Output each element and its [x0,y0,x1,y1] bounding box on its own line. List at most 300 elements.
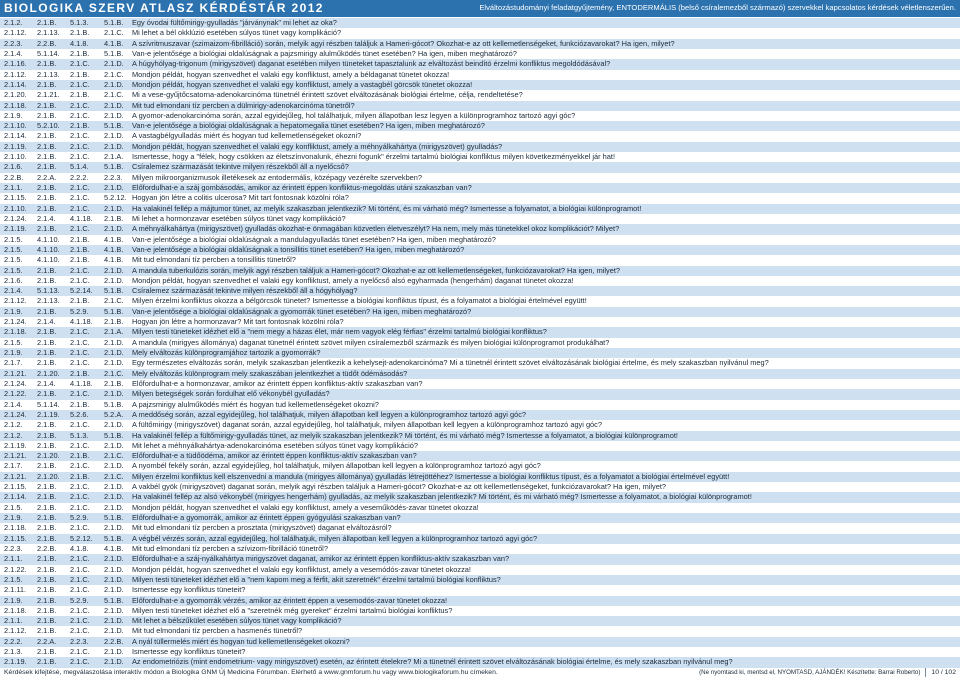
code-3: 2.1.C. [70,440,90,450]
code-3: 2.1.C. [70,574,90,584]
footer-text: Kérdések kifejtése, megválaszolása interaktív módon a Biologika GNM Új Medicina Fórumban. Elérhető a www.gnmforum.hu vagy www.biologikaforum.hu címeken. [4,669,498,676]
question-text: Ismertesse egy konfliktus tüneteit? [132,647,246,657]
code-1: 2.1.1. [4,616,23,626]
code-1: 2.1.14. [4,492,27,502]
code-1: 2.1.1. [4,183,23,192]
code-2: 2.1.B. [37,306,57,316]
question-text: Mit tud elmondani tíz percben a tonsillitis tünetről? [132,255,296,265]
code-1: 2.1.10. [4,121,27,131]
table-row [0,224,960,234]
code-2: 2.1.B. [37,430,57,440]
question-text: Milyen testi tüneteket idézhet elő a "szeretnék még gyereket" érzelmi tartalmú biológiai konfliktus? [132,605,453,615]
question-text: Mit lehet a méhnyálkahártya-adenokarcinóma esetében súlyos tünet vagy komplikáció? [132,440,418,450]
code-1: 2.1.22. [4,389,27,399]
code-3: 2.1.C. [70,461,90,471]
code-1: 2.1.5. [4,255,23,265]
code-3: 2.1.B. [70,234,90,244]
code-4: 2.1.D. [104,348,124,357]
code-2: 2.1.13. [37,296,60,306]
code-4: 2.1.D. [104,224,124,234]
code-4: 2.1.D. [104,554,124,564]
code-4: 2.1.D. [104,605,124,615]
code-2: 2.1.B. [37,533,57,543]
code-4: 2.2.B. [104,636,124,646]
table-row [0,142,960,152]
code-3: 2.1.C. [70,193,90,203]
code-2: 2.1.B. [37,110,57,120]
code-4: 4.1.B. [104,38,124,48]
question-text: Van-e jelentősége a biológiai oldalúságnak a mandulagyulladás tünet esetében? Ha igen, miben meghatározó? [132,234,496,244]
code-3: 2.1.C. [70,554,90,564]
code-2: 2.1.B. [37,420,57,430]
table-row [0,296,960,306]
code-3: 2.1.B. [70,90,90,100]
code-1: 2.1.15. [4,482,27,492]
code-1: 2.1.18. [4,327,27,337]
code-4: 4.1.B. [104,255,124,265]
footer-divider [925,668,926,677]
code-3: 2.1.B. [70,296,90,306]
code-4: 2.2.3. [104,172,123,182]
question-text: Mondjon példát, hogyan szenvedhet el valaki egy konfliktust, amely a vesemódós-zavar tünetet okozza! [132,564,471,574]
code-1: 2.1.15. [4,533,27,543]
question-text: A fültőmirigy (mirigyszövet) daganat során, azzal egyidejűleg, hol találhatjuk, milyen állapotban kell legyen a különprogramhoz tartozó agyi góc? [132,420,602,430]
table-row [0,193,960,203]
code-2: 2.1.B. [37,461,57,471]
table-row [0,461,960,471]
question-text: Mit tud elmondani tíz percben a hasmenés tünetről? [132,626,303,636]
code-4: 2.1.D. [104,275,124,285]
table-row [0,575,960,585]
code-2: 2.1.B. [37,224,57,234]
code-1: 2.1.21. [4,471,27,481]
question-text: Milyen érzelmi konfliktus okozza a bélgörcsök tünetet? Ismertesse a biológiai konfliktus típust, és a folyamatot a biológiai értelmével együtt! [132,296,587,306]
code-4: 2.1.D. [104,523,124,533]
code-4: 5.1.B. [104,399,124,409]
code-3: 2.1.B. [70,368,90,378]
question-text: Van-e jelentősége a biológiai oldalúságnak a hepatomegalia tünet esetében? Ha igen, miben meghatározó? [132,121,485,131]
question-text: A vastagbélgyulladás miért és hogyan tud kellemetlenségeket okozni? [132,131,362,141]
code-4: 5.1.B. [104,595,124,605]
code-4: 5.1.B. [104,121,124,131]
code-1: 2.2.3. [4,38,23,48]
header-subtitle: Elváltozástudományi feladatgyűjtemény, ENTODERMÁLIS (belső csíralemezből származó) szervekkel kapcsolatos kérdések véletlenszerűen. [479,3,956,12]
code-2: 2.1.19. [37,409,60,419]
code-3: 2.1.B. [70,255,90,265]
code-1: 2.1.15. [4,193,27,203]
code-2: 2.1.B. [37,348,57,357]
code-3: 2.1.C. [70,523,90,533]
code-4: 4.1.B. [104,543,124,553]
code-3: 2.2.2. [70,172,89,182]
code-4: 2.1.D. [104,110,124,120]
question-text: Mit tud elmondani tíz percben a prosztata (mirigyszövet) daganat elváltozásról? [132,523,392,533]
code-1: 2.1.3. [4,647,23,657]
question-text: Előfordulhat-e a tüdőödéma, amikor az érintett éppen konfliktus-aktív szakaszban van? [132,451,417,461]
table-row [0,152,960,162]
code-2: 2.1.B. [37,440,57,450]
code-4: 2.1.D. [104,131,124,141]
code-4: 4.1.B. [104,244,124,254]
code-1: 2.1.2. [4,420,23,430]
code-2: 2.1.B. [37,502,57,512]
brand-title: BIOLOGIKA SZERV ATLASZ KÉRDÉSTÁR 2012 [4,1,324,15]
table-row [0,451,960,461]
question-text: Milyen testi tüneteket idézhet elő a "nem kapom meg a férfit, akit szeretnék" érzelmi tartalmú biológiai konfliktus? [132,574,501,584]
table-row [0,266,960,276]
table-row [0,379,960,389]
code-2: 2.1.21. [37,90,60,100]
code-3: 2.1.C. [70,564,90,574]
code-3: 4.1.8. [70,38,89,48]
code-3: 2.1.C. [70,275,90,285]
code-1: 2.1.5. [4,337,23,347]
code-2: 2.1.20. [37,451,60,461]
question-text: Ha valakinél fellép a májtumor tünet, az melyik szakaszban jelentkezik? Mi történt, és mi várható még? Ismertesse a folyamatot, a biológiai különprogramot! [132,203,642,213]
code-1: 2.1.7. [4,461,23,471]
code-3: 4.1.18. [70,317,93,327]
code-3: 2.1.C. [70,585,90,595]
table-row [0,276,960,286]
code-2: 2.1.B. [37,183,57,192]
table-row [0,121,960,131]
table-row [0,523,960,533]
table-row [0,245,960,255]
table-row [0,369,960,379]
code-3: 2.1.C. [70,100,90,110]
code-4: 2.1.D. [104,626,124,636]
code-2: 2.1.B. [37,193,57,203]
question-text: Mi lehet a hormonzavar esetében súlyos tünet vagy komplikáció? [132,213,346,223]
code-3: 2.1.C. [70,110,90,120]
code-1: 2.1.12. [4,626,27,636]
question-text: Mi lehet a bél okklúzió esetében súlyos tünet vagy komplikáció? [132,28,342,38]
question-text: Mondjon példát, hogyan szenvedhet el valaki egy konfliktust, amely a béldaganat tünetet okozza! [132,69,450,79]
code-4: 2.1.D. [104,585,124,595]
code-2: 2.1.B. [37,554,57,564]
code-2: 4.1.10. [37,234,60,244]
code-3: 2.1.C. [70,492,90,502]
code-2: 2.2.A. [37,172,57,182]
code-2: 2.1.B. [37,564,57,574]
code-3: 2.1.C. [70,224,90,234]
code-4: 5.2.12. [104,193,127,203]
table-row [0,317,960,327]
code-4: 2.1.D. [104,492,124,502]
table-row [0,183,960,193]
table-row [0,431,960,441]
code-3: 4.1.18. [70,213,93,223]
code-3: 5.2.12. [70,533,93,543]
code-2: 2.1.B. [37,18,57,27]
code-2: 2.1.B. [37,337,57,347]
code-1: 2.1.5. [4,574,23,584]
code-1: 2.1.24. [4,409,27,419]
question-text: Mondjon példát, hogyan szenvedhet el valaki egy konfliktust, amely a méhnyálkahártya (mirigyszövet) gyulladás? [132,141,503,151]
table-row [0,534,960,544]
code-2: 2.1.B. [37,513,57,522]
code-4: 2.1.C. [104,296,124,306]
code-3: 2.2.3. [70,636,89,646]
code-3: 2.1.C. [70,141,90,151]
code-4: 2.1.C. [104,69,124,79]
code-2: 2.2.A. [37,636,57,646]
code-3: 2.1.C. [70,348,90,357]
table-row [0,59,960,69]
code-2: 2.1.4. [37,378,56,388]
code-3: 2.1.C. [70,203,90,213]
code-2: 2.1.20. [37,368,60,378]
question-text: Milyen mikroorganizmusok illetékesek az entodermális, középagy vezérelte szervekben? [132,172,423,182]
code-3: 5.2.9. [70,513,89,522]
table-row [0,647,960,657]
table-row [0,286,960,296]
code-4: 2.1.C. [104,28,124,38]
table-row [0,637,960,647]
question-text: A pajzsmirigy alulműködés miért és hogyan tud kellemetlenségeket okozni? [132,399,379,409]
code-2: 2.1.B. [37,626,57,636]
code-4: 4.1.B. [104,234,124,244]
code-2: 2.1.B. [37,492,57,502]
code-1: 2.1.12. [4,296,27,306]
question-text: A végbél vérzés során, azzal egyidejűleg, hol találhatjuk, milyen állapotban kell legyen a különprogramhoz tartozó agyi góc? [132,533,538,543]
code-2: 5.1.14. [37,48,60,58]
code-4: 2.1.D. [104,183,124,192]
question-text: Van-e jelentősége a biológiai oldalúságnak a tonsillitis tünet esetében? Ha igen, miben meghatározó? [132,244,465,254]
table-row [0,358,960,368]
table-row [0,348,960,358]
code-4: 5.1.B. [104,18,124,27]
code-1: 2.1.14. [4,79,27,89]
code-2: 2.1.B. [37,162,57,172]
code-2: 2.1.B. [37,275,57,285]
code-4: 2.1.D. [104,564,124,574]
code-2: 2.1.13. [37,28,60,38]
code-1: 2.1.18. [4,605,27,615]
code-2: 2.1.20. [37,471,60,481]
code-4: 2.1.D. [104,358,124,368]
code-2: 2.2.B. [37,38,57,48]
code-3: 2.1.C. [70,337,90,347]
question-text: Ha valakinél fellép a fültőmirigy-gyulladás tünet, az melyik szakaszban jelentkezik? Mi történt, és mi várható még? Ismertesse a folyamatot, a biológiai különprogramot! [132,430,678,440]
table-row [0,482,960,492]
code-2: 2.1.4. [37,213,56,223]
question-text: A húgyhólyag-trigonum (mirigyszövet) daganat esetében milyen tüneteket tapasztalunk az elváltozást beindító érzelmi konfliktus megoldódásával? [132,59,611,69]
table-row [0,162,960,172]
question-text: Csíralemez származását tekintve milyen részekből áll a hógyhólyag? [132,286,358,296]
code-4: 2.1.B. [104,213,124,223]
question-text: Van-e jelentősége a biológiai oldalúságnak a gyomorrák tünet esetében? Ha igen, miben meghatározó? [132,306,472,316]
code-1: 2.1.21. [4,368,27,378]
table-row [0,307,960,317]
question-text: A szívritmuszavar (szimaizom-fibrilláció) során, melyik agyi részben találjuk a Hameri-gócot? Okozhat-e az ott kellemetlenségeket, funkciózavarokat? Ha igen, milyet? [132,38,675,48]
code-2: 2.1.B. [37,647,57,657]
code-3: 5.2.9. [70,595,89,605]
code-3: 5.2.14. [70,286,93,296]
code-3: 2.1.C. [70,389,90,399]
code-2: 2.1.B. [37,523,57,533]
code-3: 2.1.C. [70,183,90,192]
code-2: 4.1.10. [37,244,60,254]
code-2: 2.1.4. [37,317,56,327]
question-text: Mondjon példát, hogyan szenvedhet el valaki egy konfliktust, amely a vastagbél görcsök tünetet okozza! [132,79,473,89]
question-text: Mondjon példát, hogyan szenvedhet el valaki egy konfliktust, amely a veseműködés-zavar tünetet okozza! [132,502,479,512]
code-1: 2.1.5. [4,244,23,254]
code-2: 2.1.B. [37,152,57,162]
code-2: 5.1.14. [37,399,60,409]
code-1: 2.2.B. [4,172,24,182]
code-3: 2.1.B. [70,399,90,409]
code-4: 2.1.D. [104,337,124,347]
code-4: 2.1.D. [104,461,124,471]
question-text: A méhnyálkahártya (mirigyszövet) gyulladás okozhat-e önmagában közvetlen életveszélyt? Ha nem, mely más tünetekkel okoz komplikációt? Milyet? [132,224,620,234]
footer-right [699,666,956,680]
footer-note: (Ne nyomtasd ki, mentsd el, NYOMTASD, AJÁNDÉK! Készítette: Barrai Roberto) [699,669,921,676]
question-text: Hogyan jön létre a colitis ulcerosa? Mit tart fontosnak közölni róla? [132,193,349,203]
question-text: Mondjon példát, hogyan szenvedhet el valaki egy konfliktust, amely a nyelőcső alsó egyharmada (hengerhám) daganat tünetet okozza! [132,275,574,285]
code-3: 2.1.C. [70,327,90,337]
question-text: Előfordulhat-e a gyomorrák, amikor az érintett éppen gyógyulási szakaszban van? [132,513,401,522]
code-3: 2.1.C. [70,265,90,275]
code-4: 2.1.D. [104,502,124,512]
code-1: 2.1.2. [4,18,23,27]
table-row [0,606,960,616]
table-row [0,492,960,502]
table-row [0,389,960,399]
code-2: 2.2.B. [37,543,57,553]
table-row [0,596,960,606]
code-2: 2.1.B. [37,574,57,584]
code-3: 5.2.9. [70,306,89,316]
code-4: 2.1.D. [104,420,124,430]
code-1: 2.1.19. [4,141,27,151]
code-1: 2.1.24. [4,213,27,223]
code-4: 2.1.C. [104,451,124,461]
question-text: Előfordulhat-e a hormonzavar, amikor az érintett éppen konfliktus-aktív szakaszban van? [132,378,423,388]
code-3: 2.1.C. [70,502,90,512]
code-4: 2.1.D. [104,79,124,89]
question-text: A nyombél fekély során, azzal egyidejűleg, hol találhatjuk, milyen állapotban kell legyen a különprogramhoz tartozó agyi góc? [132,461,541,471]
code-4: 5.1.B. [104,48,124,58]
table-row [0,18,960,28]
code-3: 5.1.3. [70,430,89,440]
question-text: Milyen testi tüneteket idézhet elő a "nem megy a házas élet, már nem vagyok elég férfias" érzelmi tartalmú biológiai konfliktus? [132,327,547,337]
code-1: 2.1.21. [4,451,27,461]
table-row [0,420,960,430]
code-1: 2.1.12. [4,69,27,79]
table-row [0,503,960,513]
code-3: 2.1.C. [70,79,90,89]
table-row [0,626,960,636]
code-3: 2.1.C. [70,626,90,636]
code-3: 2.1.C. [70,59,90,69]
code-4: 2.1.D. [104,574,124,584]
code-2: 5.1.13. [37,286,60,296]
question-text: Előfordulhat-e a száj gombásodás, amikor az érintett éppen konfliktus-megoldás utáni szakaszban van? [132,183,472,192]
code-1: 2.1.7. [4,358,23,368]
code-3: 2.1.B. [70,244,90,254]
code-2: 2.1.B. [37,482,57,492]
table-row [0,39,960,49]
code-3: 2.1.C. [70,482,90,492]
table-row [0,565,960,575]
code-1: 2.1.6. [4,275,23,285]
code-1: 2.1.19. [4,657,27,667]
code-1: 2.1.22. [4,564,27,574]
code-4: 5.1.B. [104,513,124,522]
code-2: 2.1.B. [37,141,57,151]
question-text: A vakbél gyök (mirigyszövet) daganat során, melyik agyi részben találjuk a Hameri-gócot? Okozhat-e az ott kellemetlenségeket, funkciózavarokat? Ha igen, milyet? [132,482,667,492]
question-text: Mi a vese-gyűjtőcsatorna-adenokarcinóma tünetnél érintett szövet elváltozásának biológiai értelme, célja, rendeltetése? [132,90,523,100]
code-2: 2.1.B. [37,657,57,667]
code-2: 2.1.13. [37,69,60,79]
code-3: 2.1.B. [70,69,90,79]
code-4: 2.1.C. [104,471,124,481]
code-1: 2.1.4. [4,48,23,58]
code-4: 2.1.A. [104,152,124,162]
code-4: 5.1.B. [104,306,124,316]
code-4: 2.1.D. [104,59,124,69]
code-1: 2.1.4. [4,286,23,296]
question-text: A nyál tüllermelés miért és hogyan tud kellemetlenségeket okozni? [132,636,350,646]
question-text: A gyomor-adenokarcinóma során, azzal egyidejűleg, hol találhatjuk, milyen állapotban lesz legyen a különprogramhoz tartozó agyi góc? [132,110,576,120]
code-2: 2.1.B. [37,79,57,89]
code-1: 2.1.9. [4,595,23,605]
table-row [0,255,960,265]
code-1: 2.1.24. [4,317,27,327]
code-3: 2.1.C. [70,131,90,141]
table-row [0,544,960,554]
code-3: 5.1.4. [70,162,89,172]
code-3: 2.1.C. [70,152,90,162]
code-1: 2.1.9. [4,348,23,357]
code-3: 2.1.B. [70,48,90,58]
question-text: Előfordulhat-e a gyomorrák vérzés, amikor az érintett éppen a vesemodós-zavar tünetet okozza! [132,595,448,605]
table-row [0,327,960,337]
code-1: 2.1.2. [4,430,23,440]
question-text: Mely elváltozás különprogram mely szakaszában jelentkezhet a tüdőt ödémásodás? [132,368,408,378]
code-1: 2.1.5. [4,502,23,512]
code-2: 2.1.B. [37,131,57,141]
code-1: 2.1.19. [4,440,27,450]
table-row [0,28,960,38]
header-bar [0,0,960,17]
question-text: Mit tud elmondani tíz percben a dülmirigy-adenokarcinóma tünetről? [132,100,355,110]
code-4: 2.1.D. [104,482,124,492]
code-1: 2.1.14. [4,131,27,141]
code-1: 2.1.6. [4,162,23,172]
code-4: 2.1.D. [104,100,124,110]
code-1: 2.2.2. [4,636,23,646]
code-3: 5.1.3. [70,18,89,27]
code-1: 2.1.9. [4,306,23,316]
code-4: 5.2.A. [104,409,124,419]
code-3: 4.1.18. [70,378,93,388]
question-text: A mandula (mirigyes állománya) daganat tünetnél érintett szövet milyen csíralemezből származik és milyen biológiai különprogramot produkálhat? [132,337,610,347]
code-4: 2.1.D. [104,141,124,151]
code-3: 2.1.C. [70,616,90,626]
question-text: Mely elváltozás különprogramjához tartozik a gyomorrák? [132,348,321,357]
question-text: Mit tud elmondani tíz percben a szívizom-fibrilláció tünetről? [132,543,328,553]
table-row [0,410,960,420]
code-4: 5.1.B. [104,430,124,440]
code-3: 2.1.B. [70,451,90,461]
code-1: 2.2.3. [4,543,23,553]
code-3: 2.1.C. [70,657,90,667]
code-1: 2.1.9. [4,513,23,522]
code-2: 2.1.B. [37,389,57,399]
table-row [0,111,960,121]
